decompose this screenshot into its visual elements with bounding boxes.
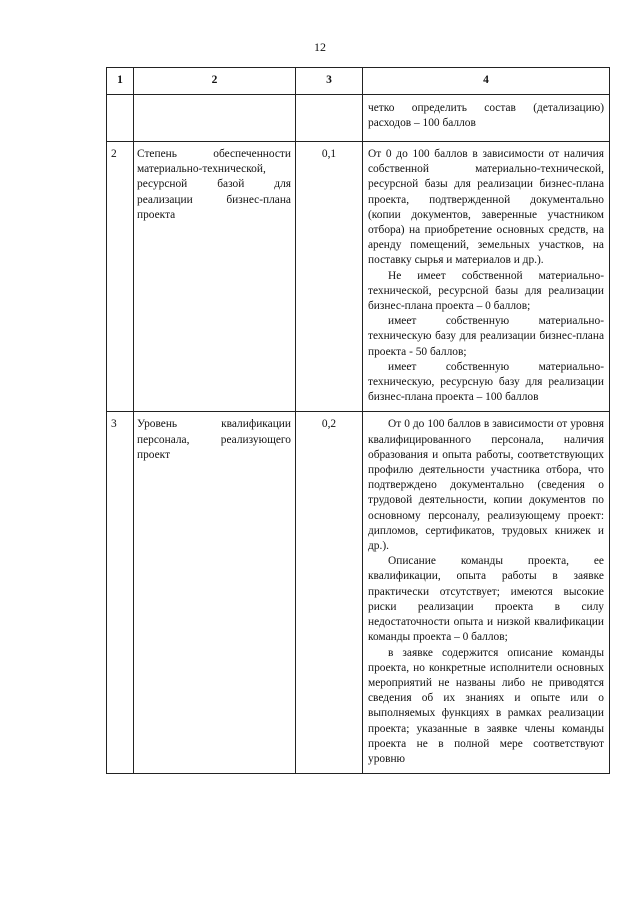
description-paragraph: Описание команды проекта, ее квалификации, опыта работы в заявке практически отсутствует; имеются высокие риски реализации проекта в силу недостаточности опыта и низкой квалификации команды проекта – 0 баллов; [368,555,604,644]
table-row [107,142,610,412]
description-cell [363,142,610,412]
header-col-4: 4 [363,68,610,95]
description-cell [363,95,610,142]
description-paragraph: имеет собственную материально-техническую базу для реализации бизнес-плана проекта - 50 баллов; [368,315,604,358]
weight-cell: 0,1 [296,142,363,412]
row-number: 2 [107,142,134,412]
table-row [107,412,610,774]
description-paragraph: имеет собственную материально-техническую, ресурсную базу для реализации бизнес-плана проекта – 100 баллов [368,360,604,404]
description-paragraph: в заявке содержится описание команды проекта, но конкретные исполнители основных мероприятий не названы либо не приводятся сведения об их знаниях и опыте или о выполняемых функциях в рамках реализации проекта; указанные в заявке члены команды проекта не в полной мере соответствуют уровню [368,646,604,765]
description-paragraph: Не имеет собственной материально-технической, ресурсной базы для реализации бизнес-плана проекта – 0 баллов; [368,269,604,313]
table-header-row [107,68,610,95]
weight-cell: 0,2 [296,412,363,774]
weight-cell [296,95,363,142]
header-col-3: 3 [296,68,363,95]
criterion-cell [134,95,296,142]
description-cell [363,412,610,774]
criterion-cell: Степень обеспеченности материально-технической, ресурсной базой для реализации бизнес-плана проекта [134,142,296,412]
description-paragraph: От 0 до 100 баллов в зависимости от наличия собственной материально-технической, ресурсной базы для реализации бизнес-плана проекта, подтвержденной документально (копии документов, заверенные участником отбора) на приобретение основных средств, на аренду помещений, земельных участков, на поставку сырья и материалов и др.). [368,148,604,267]
table-row [107,95,610,142]
criteria-table [106,67,610,774]
description-paragraph: От 0 до 100 баллов в зависимости от уровня квалифицированного персонала, наличия образования и опыта работы, соответствующих профилю деятельности участника отбора, что подтверждено документально (сведения о трудовой деятельности, копии документов по основному персоналу, реализующему проект: дипломов, сертификатов, трудовых книжек и др.). [368,418,604,553]
criterion-cell: Уровень квалификации персонала, реализующего проект [134,412,296,774]
row-number: 3 [107,412,134,774]
description-paragraph: четко определить состав (детализацию) расходов – 100 баллов [368,102,604,130]
header-col-2: 2 [134,68,296,95]
header-col-1: 1 [107,68,134,95]
page-number: 12 [314,40,326,54]
row-number [107,95,134,142]
